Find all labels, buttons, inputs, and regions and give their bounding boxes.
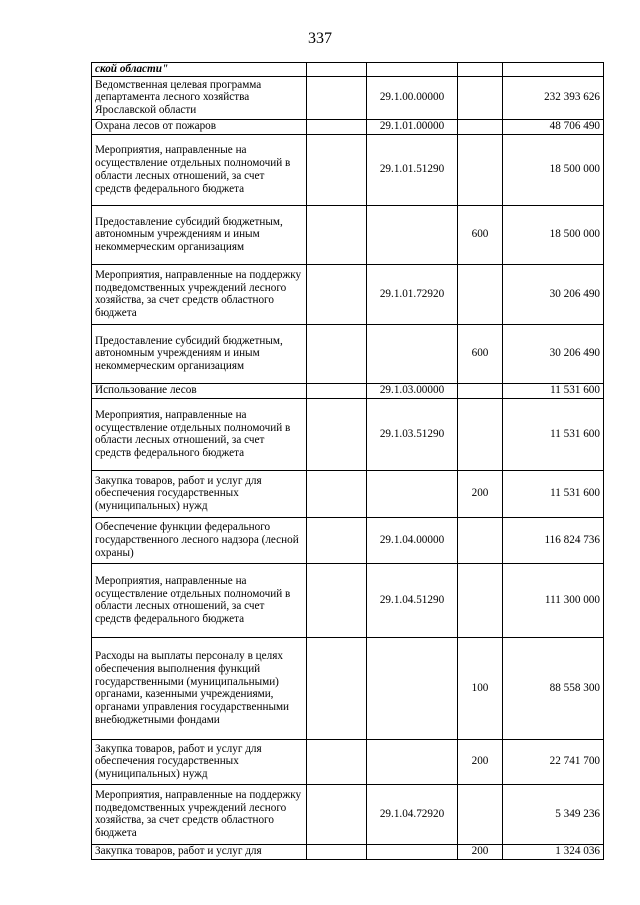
- row-amount-cell: [503, 784, 604, 844]
- row-amount-text: 11 531 600: [550, 487, 600, 500]
- row-sub-cell: [307, 517, 367, 563]
- row-code-text: 29.1.00.00000: [379, 91, 445, 104]
- row-code-cell: [367, 784, 458, 844]
- row-code-cell: [367, 264, 458, 324]
- row-sub-cell: [307, 264, 367, 324]
- row-code-cell: [367, 563, 458, 637]
- row-sub-cell: [307, 470, 367, 517]
- row-code-cell: [367, 119, 458, 134]
- row-amount-cell: [503, 134, 604, 205]
- row-amount-cell: [503, 205, 604, 264]
- row-amount-cell: [503, 398, 604, 470]
- row-name-text: Мероприятия, направленные на осуществление отдельных полномочий в области лесных отношений, за счет средств федерального бюджета: [95, 408, 291, 460]
- row-amount-cell: [503, 264, 604, 324]
- row-name-text: Расходы на выплаты персоналу в целях обеспечения выполнения функций государственными (муниципальными) органами, казенными учреждениями, органами управления государственными внебюджетными фондами: [95, 649, 290, 726]
- row-sub-cell: [307, 637, 367, 739]
- row-expense-type-cell: [458, 739, 503, 784]
- row-expense-type-cell: [458, 517, 503, 563]
- row-amount-text: 232 393 626: [544, 91, 600, 104]
- row-amount-text: 116 824 736: [544, 533, 600, 546]
- row-expense-type-cell: [458, 264, 503, 324]
- row-name-cell: [92, 63, 307, 77]
- row-expense-type-text: 600: [471, 228, 489, 241]
- row-code-cell: [367, 383, 458, 398]
- table-row: [92, 63, 604, 77]
- row-sub-cell: [307, 383, 367, 398]
- row-name-text: Закупка товаров, работ и услуг для: [95, 845, 262, 858]
- row-name-cell: [92, 563, 307, 637]
- row-code-text: 29.1.04.51290: [379, 593, 445, 606]
- row-expense-type-cell: [458, 844, 503, 859]
- row-amount-text: 18 500 000: [549, 228, 600, 241]
- table-row: [92, 324, 604, 383]
- table-row: [92, 637, 604, 739]
- row-amount-text: 88 558 300: [549, 681, 600, 694]
- row-code-text: 29.1.04.00000: [379, 533, 445, 546]
- row-name-text: Мероприятия, направленные на осуществление отдельных полномочий в области лесных отношений, за счет средств федерального бюджета: [95, 574, 291, 626]
- row-name-cell: [92, 784, 307, 844]
- row-sub-cell: [307, 784, 367, 844]
- row-expense-type-cell: [458, 398, 503, 470]
- row-code-text: 29.1.01.00000: [379, 120, 445, 133]
- row-code-cell: [367, 637, 458, 739]
- row-expense-type-cell: [458, 324, 503, 383]
- row-code-text: 29.1.01.51290: [379, 163, 445, 176]
- row-name-cell: [92, 76, 307, 119]
- row-code-cell: [367, 470, 458, 517]
- row-name-text: Мероприятия, направленные на поддержку подведомственных учреждений лесного хозяйства, за счет средств областного бюджета: [95, 268, 302, 320]
- budget-table-body: [92, 63, 604, 860]
- row-name-cell: [92, 739, 307, 784]
- row-name-cell: [92, 134, 307, 205]
- row-amount-text: 111 300 000: [544, 593, 600, 606]
- row-amount-cell: [503, 119, 604, 134]
- row-expense-type-text: 200: [471, 845, 489, 858]
- row-expense-type-cell: [458, 205, 503, 264]
- row-name-text: Обеспечение функции федерального государственного лесного надзора (лесной охраны): [95, 521, 299, 559]
- row-amount-cell: [503, 63, 604, 77]
- budget-table: [91, 62, 604, 860]
- row-amount-text: 11 531 600: [550, 427, 600, 440]
- row-amount-cell: [503, 470, 604, 517]
- row-name-cell: [92, 264, 307, 324]
- row-expense-type-cell: [458, 563, 503, 637]
- row-amount-text: 48 706 490: [549, 120, 600, 133]
- row-sub-cell: [307, 205, 367, 264]
- row-sub-cell: [307, 119, 367, 134]
- row-amount-cell: [503, 563, 604, 637]
- row-amount-cell: [503, 637, 604, 739]
- table-row: [92, 470, 604, 517]
- row-name-text: Мероприятия, направленные на осуществление отдельных полномочий в области лесных отношений, за счет средств федерального бюджета: [95, 144, 291, 195]
- table-row: [92, 563, 604, 637]
- table-row: [92, 264, 604, 324]
- row-name-text: ской области": [95, 63, 169, 75]
- row-expense-type-text: 100: [471, 681, 489, 694]
- row-amount-text: 30 206 490: [549, 287, 600, 300]
- row-expense-type-cell: [458, 119, 503, 134]
- table-row: [92, 784, 604, 844]
- row-name-cell: [92, 324, 307, 383]
- row-code-cell: [367, 844, 458, 859]
- row-sub-cell: [307, 134, 367, 205]
- row-expense-type-text: 600: [471, 347, 489, 360]
- row-expense-type-cell: [458, 470, 503, 517]
- row-code-text: 29.1.01.72920: [379, 287, 445, 300]
- row-code-cell: [367, 134, 458, 205]
- row-amount-cell: [503, 844, 604, 859]
- row-code-cell: [367, 739, 458, 784]
- row-name-text: Охрана лесов от пожаров: [95, 120, 217, 133]
- row-name-cell: [92, 205, 307, 264]
- row-sub-cell: [307, 76, 367, 119]
- row-expense-type-cell: [458, 76, 503, 119]
- row-name-cell: [92, 517, 307, 563]
- row-sub-cell: [307, 739, 367, 784]
- row-name-text: Предоставление субсидий бюджетным, автономным учреждениям и иным некоммерческим организациям: [95, 334, 283, 373]
- table-row: [92, 844, 604, 859]
- row-name-text: Предоставление субсидий бюджетным, автономным учреждениям и иным некоммерческим организациям: [95, 215, 283, 254]
- row-name-cell: [92, 119, 307, 134]
- row-amount-text: 30 206 490: [549, 347, 600, 360]
- row-name-text: Ведомственная целевая программа департамента лесного хозяйства Ярославской области: [95, 78, 262, 117]
- row-name-cell: [92, 844, 307, 859]
- row-amount-text: 5 349 236: [555, 807, 600, 820]
- table-row: [92, 76, 604, 119]
- row-amount-text: 11 531 600: [550, 384, 600, 397]
- row-expense-type-cell: [458, 637, 503, 739]
- row-code-cell: [367, 324, 458, 383]
- row-name-text: Использование лесов: [95, 384, 197, 397]
- row-expense-type-cell: [458, 63, 503, 77]
- row-expense-type-cell: [458, 784, 503, 844]
- table-row: [92, 398, 604, 470]
- row-name-cell: [92, 398, 307, 470]
- table-row: [92, 517, 604, 563]
- table-row: [92, 383, 604, 398]
- row-amount-text: 22 741 700: [549, 755, 600, 768]
- row-sub-cell: [307, 63, 367, 77]
- row-code-cell: [367, 398, 458, 470]
- row-expense-type-cell: [458, 383, 503, 398]
- row-expense-type-cell: [458, 134, 503, 205]
- row-name-cell: [92, 383, 307, 398]
- row-name-cell: [92, 637, 307, 739]
- row-name-text: Закупка товаров, работ и услуг для обеспечения государственных (муниципальных) нужд: [95, 742, 262, 781]
- row-amount-cell: [503, 517, 604, 563]
- table-row: [92, 205, 604, 264]
- row-amount-cell: [503, 739, 604, 784]
- row-sub-cell: [307, 844, 367, 859]
- row-sub-cell: [307, 563, 367, 637]
- row-code-text: 29.1.03.00000: [379, 384, 445, 397]
- row-amount-text: 18 500 000: [549, 163, 600, 176]
- row-code-cell: [367, 205, 458, 264]
- row-sub-cell: [307, 398, 367, 470]
- row-amount-cell: [503, 76, 604, 119]
- row-name-text: Мероприятия, направленные на поддержку подведомственных учреждений лесного хозяйства, за счет средств областного бюджета: [95, 788, 302, 840]
- table-row: [92, 134, 604, 205]
- row-sub-cell: [307, 324, 367, 383]
- row-code-text: 29.1.04.72920: [379, 807, 445, 820]
- row-name-text: Закупка товаров, работ и услуг для обеспечения государственных (муниципальных) нужд: [95, 474, 262, 513]
- row-code-cell: [367, 63, 458, 77]
- row-name-cell: [92, 470, 307, 517]
- row-expense-type-text: 200: [471, 487, 489, 500]
- table-row: [92, 119, 604, 134]
- table-row: [92, 739, 604, 784]
- row-expense-type-text: 200: [471, 755, 489, 768]
- row-code-cell: [367, 76, 458, 119]
- row-amount-text: 1 324 036: [555, 845, 600, 858]
- page-number: 337: [308, 30, 332, 47]
- row-amount-cell: [503, 383, 604, 398]
- row-code-text: 29.1.03.51290: [379, 427, 445, 440]
- row-code-cell: [367, 517, 458, 563]
- row-amount-cell: [503, 324, 604, 383]
